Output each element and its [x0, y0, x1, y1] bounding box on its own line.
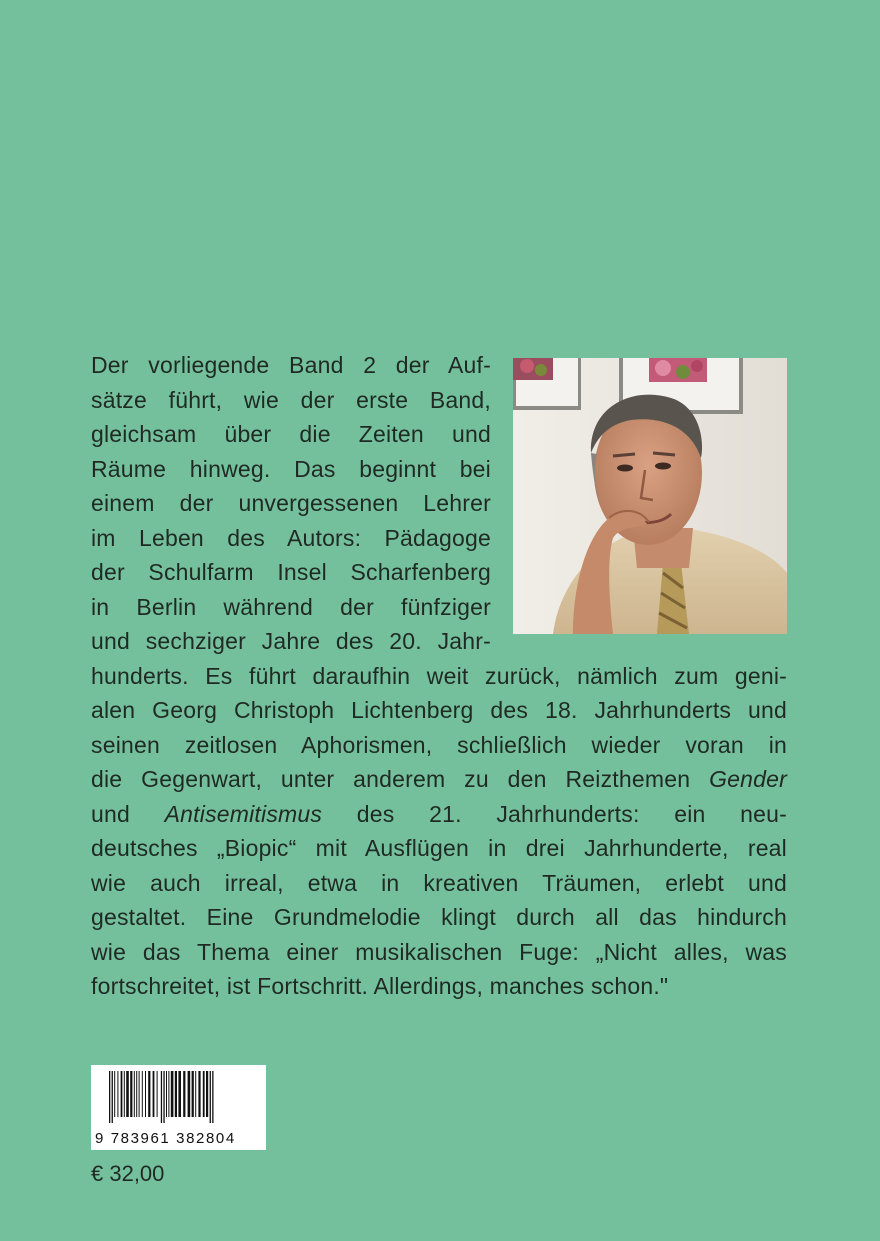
barcode-bar — [195, 1071, 196, 1117]
blurb-line: sätze führt, wie der erste Band, — [91, 386, 491, 413]
blurb-line: deutsches „Biopic“ mit Ausflügen in drei Jahrhunderte, real — [91, 835, 787, 861]
emphasis-gender: Gender — [709, 766, 787, 792]
blurb-text — [91, 348, 787, 1004]
blurb-line: gestaltet. Eine Grundmelodie klingt durch all das hindurch — [91, 904, 787, 930]
blurb-line-part: und — [91, 800, 130, 827]
barcode-bar — [212, 1071, 213, 1123]
author-photo — [513, 358, 787, 634]
blurb-line: seinen zeitlosen Aphorismen, schließlich wieder voran in — [91, 731, 787, 758]
barcode-bar — [198, 1071, 200, 1117]
barcode-bar — [109, 1071, 110, 1123]
barcode-bar — [161, 1071, 162, 1123]
barcode-bar — [166, 1071, 167, 1117]
barcode-bar — [126, 1071, 129, 1117]
barcode-bar — [117, 1071, 118, 1117]
barcode-digits: 9 783961 382804 — [95, 1130, 236, 1147]
barcode-bar — [188, 1071, 191, 1117]
barcode-bar — [112, 1071, 113, 1123]
blurb-line: im Leben des Autors: Pädagoge — [91, 524, 491, 551]
barcode-bars — [109, 1071, 248, 1123]
barcode-bar — [130, 1071, 132, 1117]
blurb-line: in Berlin während der fünfziger — [91, 593, 491, 620]
blurb-line: alen Georg Christoph Lichtenberg des 18. Jahrhunderts und — [91, 697, 787, 723]
barcode-bar — [121, 1071, 123, 1117]
barcode-bar — [134, 1071, 135, 1117]
barcode-bar — [153, 1071, 155, 1117]
blurb-line-part: des 21. Jahrhunderts: ein neu- — [356, 800, 787, 827]
barcode-bar — [124, 1071, 125, 1117]
blurb-line: wie das Thema einer musikalischen Fuge: „Nicht alles, was — [91, 938, 787, 965]
barcode-bar — [145, 1071, 146, 1117]
emphasis-antisemitismus: Antisemitismus — [164, 800, 323, 827]
blurb-line: fortschreitet, ist Fortschritt. Allerdings, manches schon." — [91, 973, 669, 999]
isbn-barcode — [91, 1065, 266, 1150]
blurb-line-with-emphasis — [91, 797, 787, 832]
blurb-line: Räume hinweg. Das beginnt bei — [91, 455, 491, 482]
barcode-bar — [178, 1071, 181, 1117]
barcode-bar — [114, 1071, 115, 1117]
blurb-line: Der vorliegende Band 2 der Auf- — [91, 352, 491, 378]
barcode-bar — [175, 1071, 177, 1117]
price-label: € 32,00 — [91, 1161, 165, 1186]
barcode-bar — [210, 1071, 211, 1123]
blurb-line: gleichsam über die Zeiten und — [91, 421, 491, 447]
barcode-bar — [142, 1071, 143, 1117]
blurb-line-part: die Gegenwart, unter anderem zu den Reizthemen — [91, 766, 691, 792]
barcode-bar — [157, 1071, 158, 1117]
barcode-bar — [203, 1071, 205, 1117]
barcode-bar — [136, 1071, 137, 1117]
blurb-line: hunderts. Es führt daraufhin weit zurück, nämlich zum geni- — [91, 662, 787, 689]
barcode-bar — [192, 1071, 194, 1117]
barcode-bar — [206, 1071, 208, 1117]
barcode-bar — [171, 1071, 174, 1117]
blurb-line: einem der unvergessenen Lehrer — [91, 490, 491, 516]
barcode-bar — [148, 1071, 150, 1117]
blurb-line: wie auch irreal, etwa in kreativen Träumen, erlebt und — [91, 869, 787, 896]
blurb-line: und sechziger Jahre des 20. Jahr- — [91, 628, 491, 654]
barcode-bar — [139, 1071, 140, 1117]
blurb-line: der Schulfarm Insel Scharfenberg — [91, 559, 491, 585]
barcode-bar — [168, 1071, 169, 1117]
barcode-bar — [163, 1071, 164, 1123]
barcode-bar — [183, 1071, 185, 1117]
blurb-line-with-emphasis — [91, 762, 787, 797]
